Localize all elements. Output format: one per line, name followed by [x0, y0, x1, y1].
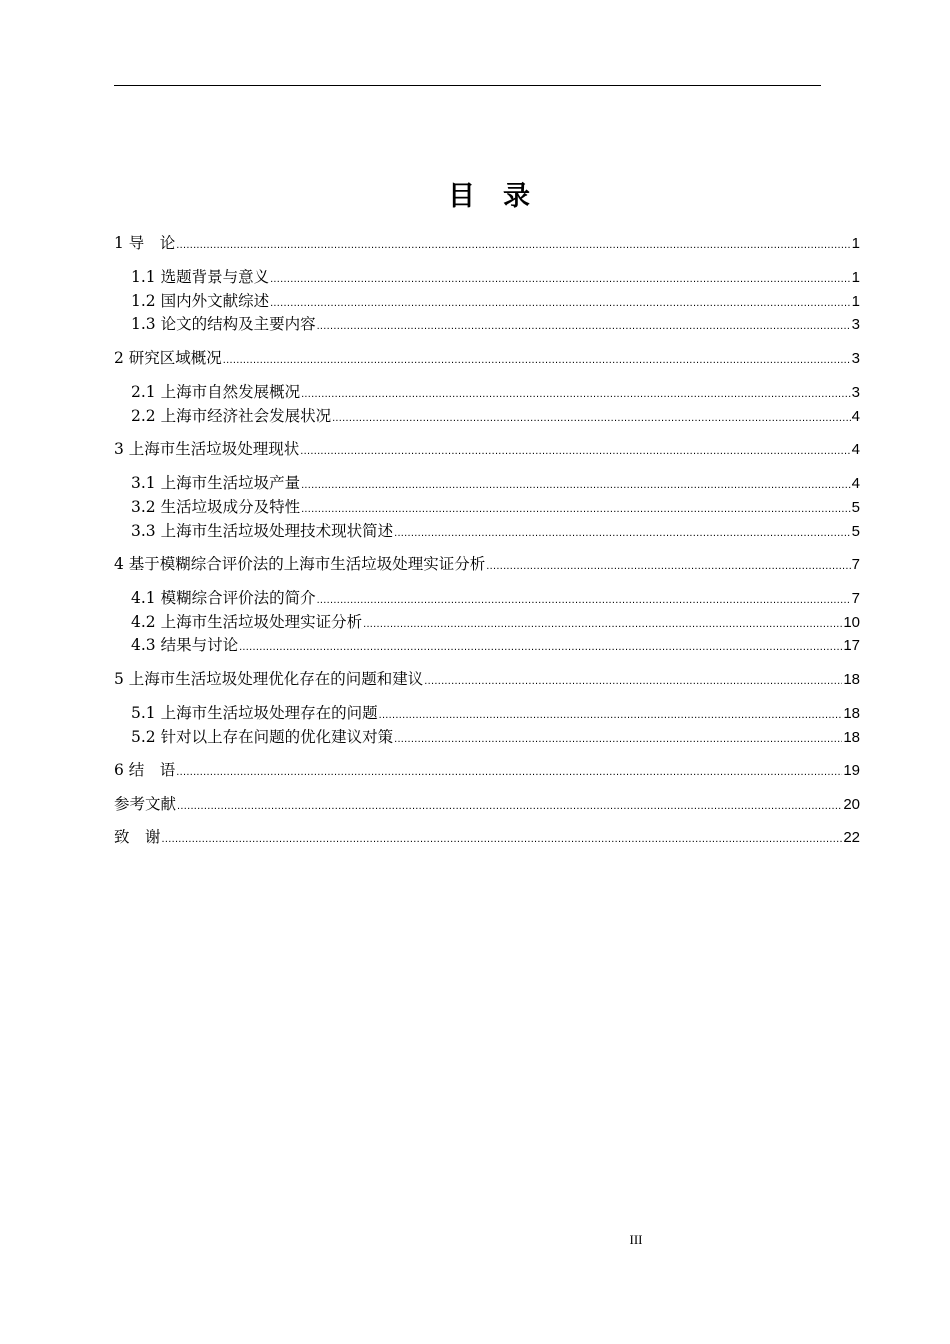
toc-entry-page: 3: [851, 350, 860, 367]
toc-entry-page: 22: [843, 829, 860, 846]
toc-entry[interactable]: [114, 438, 860, 462]
toc-dot-leader: [162, 828, 843, 850]
toc-entry[interactable]: [131, 726, 860, 750]
toc-entry-page: 4: [851, 475, 860, 492]
toc-entry-label: 4.1 模糊综合评价法的简介: [131, 589, 316, 607]
toc-dot-leader: [394, 728, 842, 750]
toc-entry-label: 4 基于模糊综合评价法的上海市生活垃圾处理实证分析: [114, 555, 486, 573]
toc-dot-leader: [270, 292, 851, 314]
toc-entry-page: 7: [851, 556, 860, 573]
toc-entry-page: 18: [843, 705, 860, 722]
toc-entry-page: 1: [851, 293, 860, 310]
toc-entry-page: 1: [851, 269, 860, 286]
toc-entry-page: 1: [851, 235, 860, 252]
toc-entry[interactable]: [131, 381, 860, 405]
toc-entry-label: 1 导 论: [114, 234, 176, 252]
toc-entry-label: 6 结 语: [114, 761, 176, 779]
toc-entry-label: 2.2 上海市经济社会发展状况: [131, 407, 332, 425]
toc-entry[interactable]: [131, 634, 860, 658]
toc-entry-label: 致 谢: [114, 828, 161, 846]
toc-entry-label: 5.2 针对以上存在问题的优化建议对策: [131, 728, 394, 746]
toc-entry[interactable]: [114, 668, 860, 692]
toc-entry-label: 3.3 上海市生活垃圾处理技术现状简述: [131, 522, 394, 540]
toc-dot-leader: [379, 704, 843, 726]
toc-entry-label: 4.2 上海市生活垃圾处理实证分析: [131, 613, 363, 631]
toc-entry[interactable]: [114, 232, 860, 256]
toc-entry-label: 3.2 生活垃圾成分及特性: [131, 498, 301, 516]
toc-dot-leader: [239, 636, 842, 658]
page-title-part-1: 目: [448, 181, 475, 212]
toc-entry-page: 7: [851, 590, 860, 607]
toc-entry-label: 3 上海市生活垃圾处理现状: [114, 440, 300, 458]
toc-entry-label: 1.1 选题背景与意义: [131, 268, 270, 286]
toc-entry-page: 3: [851, 384, 860, 401]
toc-entry[interactable]: [131, 702, 860, 726]
toc-entry[interactable]: [131, 496, 860, 520]
toc-dot-leader: [177, 795, 842, 817]
toc-entry[interactable]: [131, 520, 860, 544]
toc-entry-label: 5.1 上海市生活垃圾处理存在的问题: [131, 704, 378, 722]
toc-entry-label: 2.1 上海市自然发展概况: [131, 383, 301, 401]
toc-entry-page: 5: [851, 499, 860, 516]
toc-dot-leader: [317, 589, 851, 611]
toc-entry-page: 4: [851, 408, 860, 425]
toc-entry-label: 4.3 结果与讨论: [131, 636, 239, 654]
toc-dot-leader: [223, 349, 851, 371]
toc-dot-leader: [300, 440, 850, 462]
toc-dot-leader: [176, 234, 850, 256]
toc-dot-leader: [301, 498, 851, 520]
toc-entry-page: 5: [851, 523, 860, 540]
toc-dot-leader: [486, 555, 850, 577]
toc-dot-leader: [394, 522, 851, 544]
toc-entry-page: 3: [851, 316, 860, 333]
toc-entry-page: 19: [843, 762, 860, 779]
toc-entry-label: 5 上海市生活垃圾处理优化存在的问题和建议: [114, 670, 424, 688]
toc-entry-label: 1.3 论文的结构及主要内容: [131, 315, 316, 333]
toc-dot-leader: [270, 268, 851, 290]
toc-dot-leader: [332, 407, 851, 429]
toc-entry[interactable]: [114, 793, 860, 817]
toc-entry[interactable]: [131, 313, 860, 337]
toc-entry[interactable]: [114, 759, 860, 783]
page-title: [0, 180, 950, 214]
toc-entry[interactable]: [131, 472, 860, 496]
toc-entry[interactable]: [131, 611, 860, 635]
toc-entry-page: 18: [843, 729, 860, 746]
toc-dot-leader: [424, 670, 842, 692]
toc-entry-page: 20: [843, 796, 860, 813]
toc-entry[interactable]: [131, 290, 860, 314]
toc-entry[interactable]: [114, 553, 860, 577]
toc-entry-label: 参考文献: [114, 795, 177, 813]
page-title-part-2: 录: [503, 181, 530, 212]
toc-dot-leader: [363, 613, 842, 635]
toc-entry-page: 10: [843, 614, 860, 631]
toc-entry-label: 3.1 上海市生活垃圾产量: [131, 474, 301, 492]
toc-entry[interactable]: [131, 405, 860, 429]
toc-entry-label: 1.2 国内外文献综述: [131, 292, 270, 310]
toc-entry[interactable]: [114, 826, 860, 850]
toc-entry[interactable]: [114, 347, 860, 371]
toc-dot-leader: [176, 761, 842, 783]
toc-entry[interactable]: [131, 587, 860, 611]
toc-dot-leader: [301, 474, 851, 496]
page-number: III: [629, 1232, 643, 1247]
toc-entry-page: 4: [851, 441, 860, 458]
toc-entry-label: 2 研究区域概况: [114, 349, 222, 367]
toc-dot-leader: [317, 315, 851, 337]
toc-entry-page: 17: [843, 637, 860, 654]
toc-entry-page: 18: [843, 671, 860, 688]
toc-entry[interactable]: [131, 266, 860, 290]
toc-dot-leader: [301, 383, 851, 405]
header-rule: [114, 85, 821, 86]
